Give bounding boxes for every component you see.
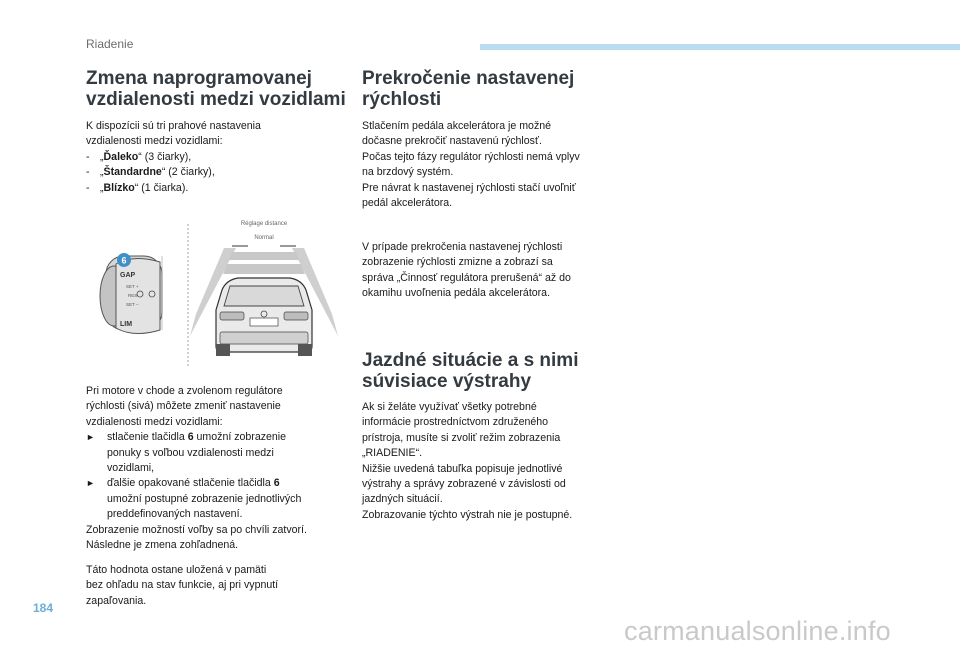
lever-label-set-plus: SET +: [126, 284, 139, 289]
bullet-line: umožní postupné zobrazenie jednotlivých: [107, 492, 302, 505]
arrow-bullet-icon: ►: [86, 432, 95, 443]
page-number: 184: [33, 601, 54, 615]
illustration-svg: [86, 214, 338, 366]
option-name: Ďaleko: [103, 150, 139, 163]
bullet-key: 6: [187, 431, 194, 444]
para-line: správa „Činnosť regulátora prerušená“ až do: [362, 271, 571, 284]
para-line: vzdialenosti medzi vozidlami:: [86, 415, 223, 428]
lever-label-res: RES: [128, 293, 138, 298]
option-rest: “ (3 čiarky),: [138, 150, 192, 163]
callout-6: [117, 253, 131, 267]
para-line: informácie prostredníctvom združeného: [362, 416, 549, 429]
dash-bullet: -: [86, 181, 90, 194]
para-line: rýchlosti (sivá) môžete zmeniť nastavenie: [86, 400, 281, 413]
para-line: Počas tejto fázy regulátor rýchlosti nemá vplyv: [362, 150, 580, 163]
para-line: zobrazenie rýchlosti zmizne a zobrazí sa: [362, 256, 553, 269]
bullet-text-pre: stlačenie tlačidla: [107, 431, 188, 444]
intro-line: K dispozícii sú tri prahové nastavenia: [86, 120, 261, 132]
list-item: [86, 430, 351, 476]
option-name: Blízko: [103, 181, 135, 194]
right-para-3: [362, 400, 632, 523]
para-line: Ak si želáte využívať všetky potrebné: [362, 401, 537, 413]
distance-bar-1: [229, 252, 299, 260]
display-title: Réglage distance: [240, 221, 288, 227]
callout-number: 6: [121, 255, 127, 266]
distance-display: [190, 221, 338, 356]
bullet-key: 6: [273, 477, 280, 490]
lever-label-lim: LIM: [120, 321, 133, 328]
para-line: zapaľovania.: [86, 594, 147, 607]
header-bar: [480, 44, 960, 50]
right-title1-line1: Prekročenie nastavenej: [362, 68, 575, 89]
option-open-quote: „: [100, 181, 104, 194]
dash-bullet: -: [86, 150, 90, 163]
para-line: Nižšie uvedená tabuľka popisuje jednotlivé: [362, 462, 563, 475]
section-header: Riadenie: [86, 37, 134, 51]
para-line: V prípade prekročenia nastavenej rýchlosti: [362, 241, 563, 253]
bullet-line: vozidlami,: [107, 462, 155, 475]
para-line: Zobrazenie možností voľby sa po chvíli zatvorí.: [86, 523, 307, 536]
para-line: Pri motore v chode a zvolenom regulátore: [86, 385, 283, 397]
para-line: okamihu uvoľnenia pedála akcelerátora.: [362, 287, 551, 300]
distance-bar-2: [223, 264, 305, 274]
left-intro: [86, 119, 346, 196]
para-line: na brzdový systém.: [362, 166, 454, 179]
right-para-1: [362, 119, 632, 211]
bullet-line: preddefinovaných nastavení.: [107, 508, 243, 521]
dash-bullet: -: [86, 166, 90, 179]
option-rest: “ (1 čiarka).: [134, 181, 189, 194]
car-rear-icon: [216, 278, 312, 356]
intro-line: vzdialenosti medzi vozidlami:: [86, 135, 223, 148]
right-para-2: [362, 240, 632, 302]
option-open-quote: „: [100, 166, 104, 179]
left-para-4: [86, 563, 351, 609]
option-item: [86, 150, 346, 165]
bullet-text-pre: ďalšie opakované stlačenie tlačidla: [107, 477, 274, 490]
list-item: [86, 476, 351, 522]
left-section-title: [86, 68, 346, 110]
left-para-2: [86, 384, 351, 553]
right-title2-line2: súvisiace výstrahy: [362, 371, 532, 392]
para-line: výstrahy a správy zobrazené v závislosti od: [362, 478, 566, 491]
steering-lever-illustration: [100, 256, 162, 334]
display-subtitle: Normal: [254, 235, 274, 241]
right-section-title-2: [362, 350, 578, 392]
para-line: „RIADENIE“.: [362, 447, 423, 460]
arrow-bullet-icon: ►: [86, 478, 95, 489]
para-line: jazdných situácií.: [362, 493, 443, 506]
para-line: dočasne prekročiť nastavenú rýchlosť.: [362, 135, 542, 148]
lever-label-set-minus: SET –: [126, 302, 139, 307]
watermark: carmanualsonline.info: [624, 616, 891, 646]
para-line: bez ohľadu na stav funkcie, aj pri vypnutí: [86, 579, 279, 592]
para-line: Táto hodnota ostane uložená v pamäti: [86, 564, 267, 576]
para-line: Zobrazovanie týchto výstrah nie je postupné.: [362, 508, 573, 521]
right-title2-line1: Jazdné situácie a s nimi: [362, 350, 579, 371]
para-line: Pre návrat k nastavenej rýchlosti stačí uvoľniť: [362, 181, 576, 194]
para-line: prístroja, musíte si zvoliť režim zobrazenia: [362, 431, 561, 444]
option-name: Štandardne: [103, 166, 162, 179]
bullet-line: ponuky s voľbou vzdialenosti medzi: [107, 446, 274, 459]
option-item: [86, 165, 346, 180]
option-rest: “ (2 čiarky),: [161, 166, 215, 179]
para-line: Následne je zmena zohľadnená.: [86, 539, 239, 552]
para-line: Stlačením pedála akcelerátora je možné: [362, 120, 552, 132]
left-title-line1: Zmena naprogramovanej: [86, 68, 312, 89]
option-open-quote: „: [100, 150, 104, 163]
right-title1-line2: rýchlosti: [362, 89, 442, 110]
right-section-title-1: [362, 68, 574, 110]
lever-label-gap: GAP: [120, 272, 136, 279]
para-line: pedál akcelerátora.: [362, 197, 453, 210]
left-title-line2: vzdialenosti medzi vozidlami: [86, 89, 346, 110]
option-item: [86, 181, 346, 196]
distance-setting-illustration: [86, 214, 338, 366]
bullet-text-post: umožní zobrazenie: [193, 431, 287, 444]
